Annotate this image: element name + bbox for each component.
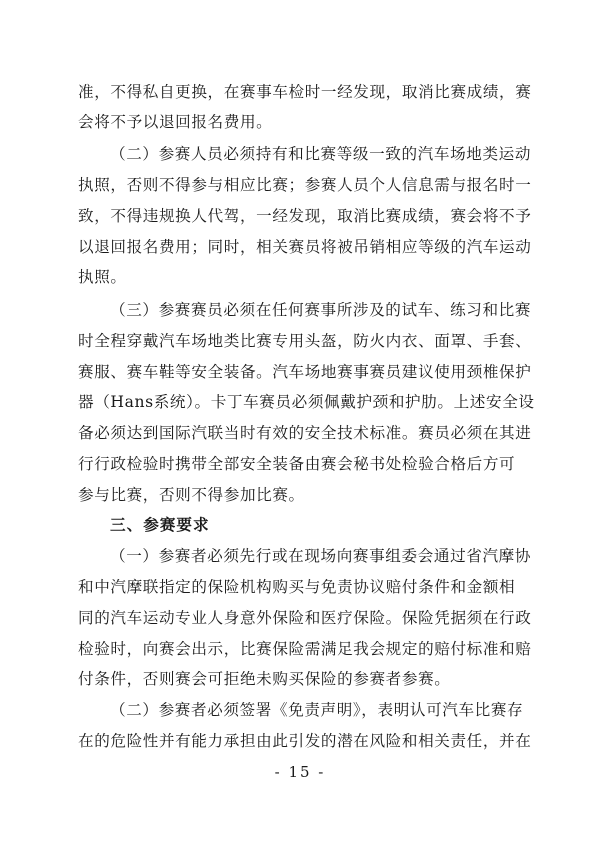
- text-line: 赛服、赛车鞋等安全装备。汽车场地赛事赛员建议使用颈椎保护: [78, 363, 532, 381]
- text-line: 执照，否则不得参与相应比赛；参赛人员个人信息需与报名时一: [78, 176, 532, 194]
- text-line: 执照。: [78, 268, 127, 286]
- text-line: 以退回报名费用；同时，相关赛员将被吊销相应等级的汽车运动: [78, 238, 532, 256]
- text-line: （一）参赛者必须先行或在现场向赛事组委会通过省汽摩协: [110, 547, 532, 565]
- text-line: 备必须达到国际汽联当时有效的安全技术标准。赛员必须在其进: [78, 424, 532, 442]
- text-line: 器（Hans系统）。卡丁车赛员必须佩戴护颈和护肋。上述安全设: [78, 393, 535, 411]
- text-line: 检验时，向赛会出示，比赛保险需满足我会规定的赔付标准和赔: [78, 640, 532, 658]
- text-line: 准，不得私自更换，在赛事车检时一经发现，取消比赛成绩，赛: [78, 83, 532, 101]
- text-line: 时全程穿戴汽车场地类比赛专用头盔，防火内衣、面罩、手套、: [78, 332, 532, 350]
- text-line: （二）参赛者必须签署《免责声明》，表明认可汽车比赛存: [110, 701, 524, 719]
- text-line: 付条件，否则赛会可拒绝未购买保险的参赛者参赛。: [78, 670, 451, 688]
- text-line: 行行政检验时携带全部安全装备由赛会秘书处检验合格后方可: [78, 455, 516, 473]
- page-number: - 15 -: [274, 763, 326, 781]
- text-line: 参与比赛，否则不得参加比赛。: [78, 486, 305, 504]
- section-heading: 三、参赛要求: [110, 516, 210, 534]
- text-line: 同的汽车运动专业人身意外保险和医疗保险。保险凭据须在行政: [78, 609, 532, 627]
- text-line: 和中汽摩联指定的保险机构购买与免责协议赔付条件和金额相: [78, 578, 516, 596]
- text-line: 致，不得违规换人代驾，一经发现，取消比赛成绩，赛会将不予: [78, 207, 532, 225]
- text-line: （二）参赛人员必须持有和比赛等级一致的汽车场地类运动: [110, 145, 532, 163]
- text-line: 在的危险性并有能力承担由此引发的潜在风险和相关责任，并在: [78, 732, 532, 750]
- text-line: 会将不予以退回报名费用。: [78, 113, 273, 131]
- text-line: （三）参赛赛员必须在任何赛事所涉及的试车、练习和比赛: [110, 301, 532, 319]
